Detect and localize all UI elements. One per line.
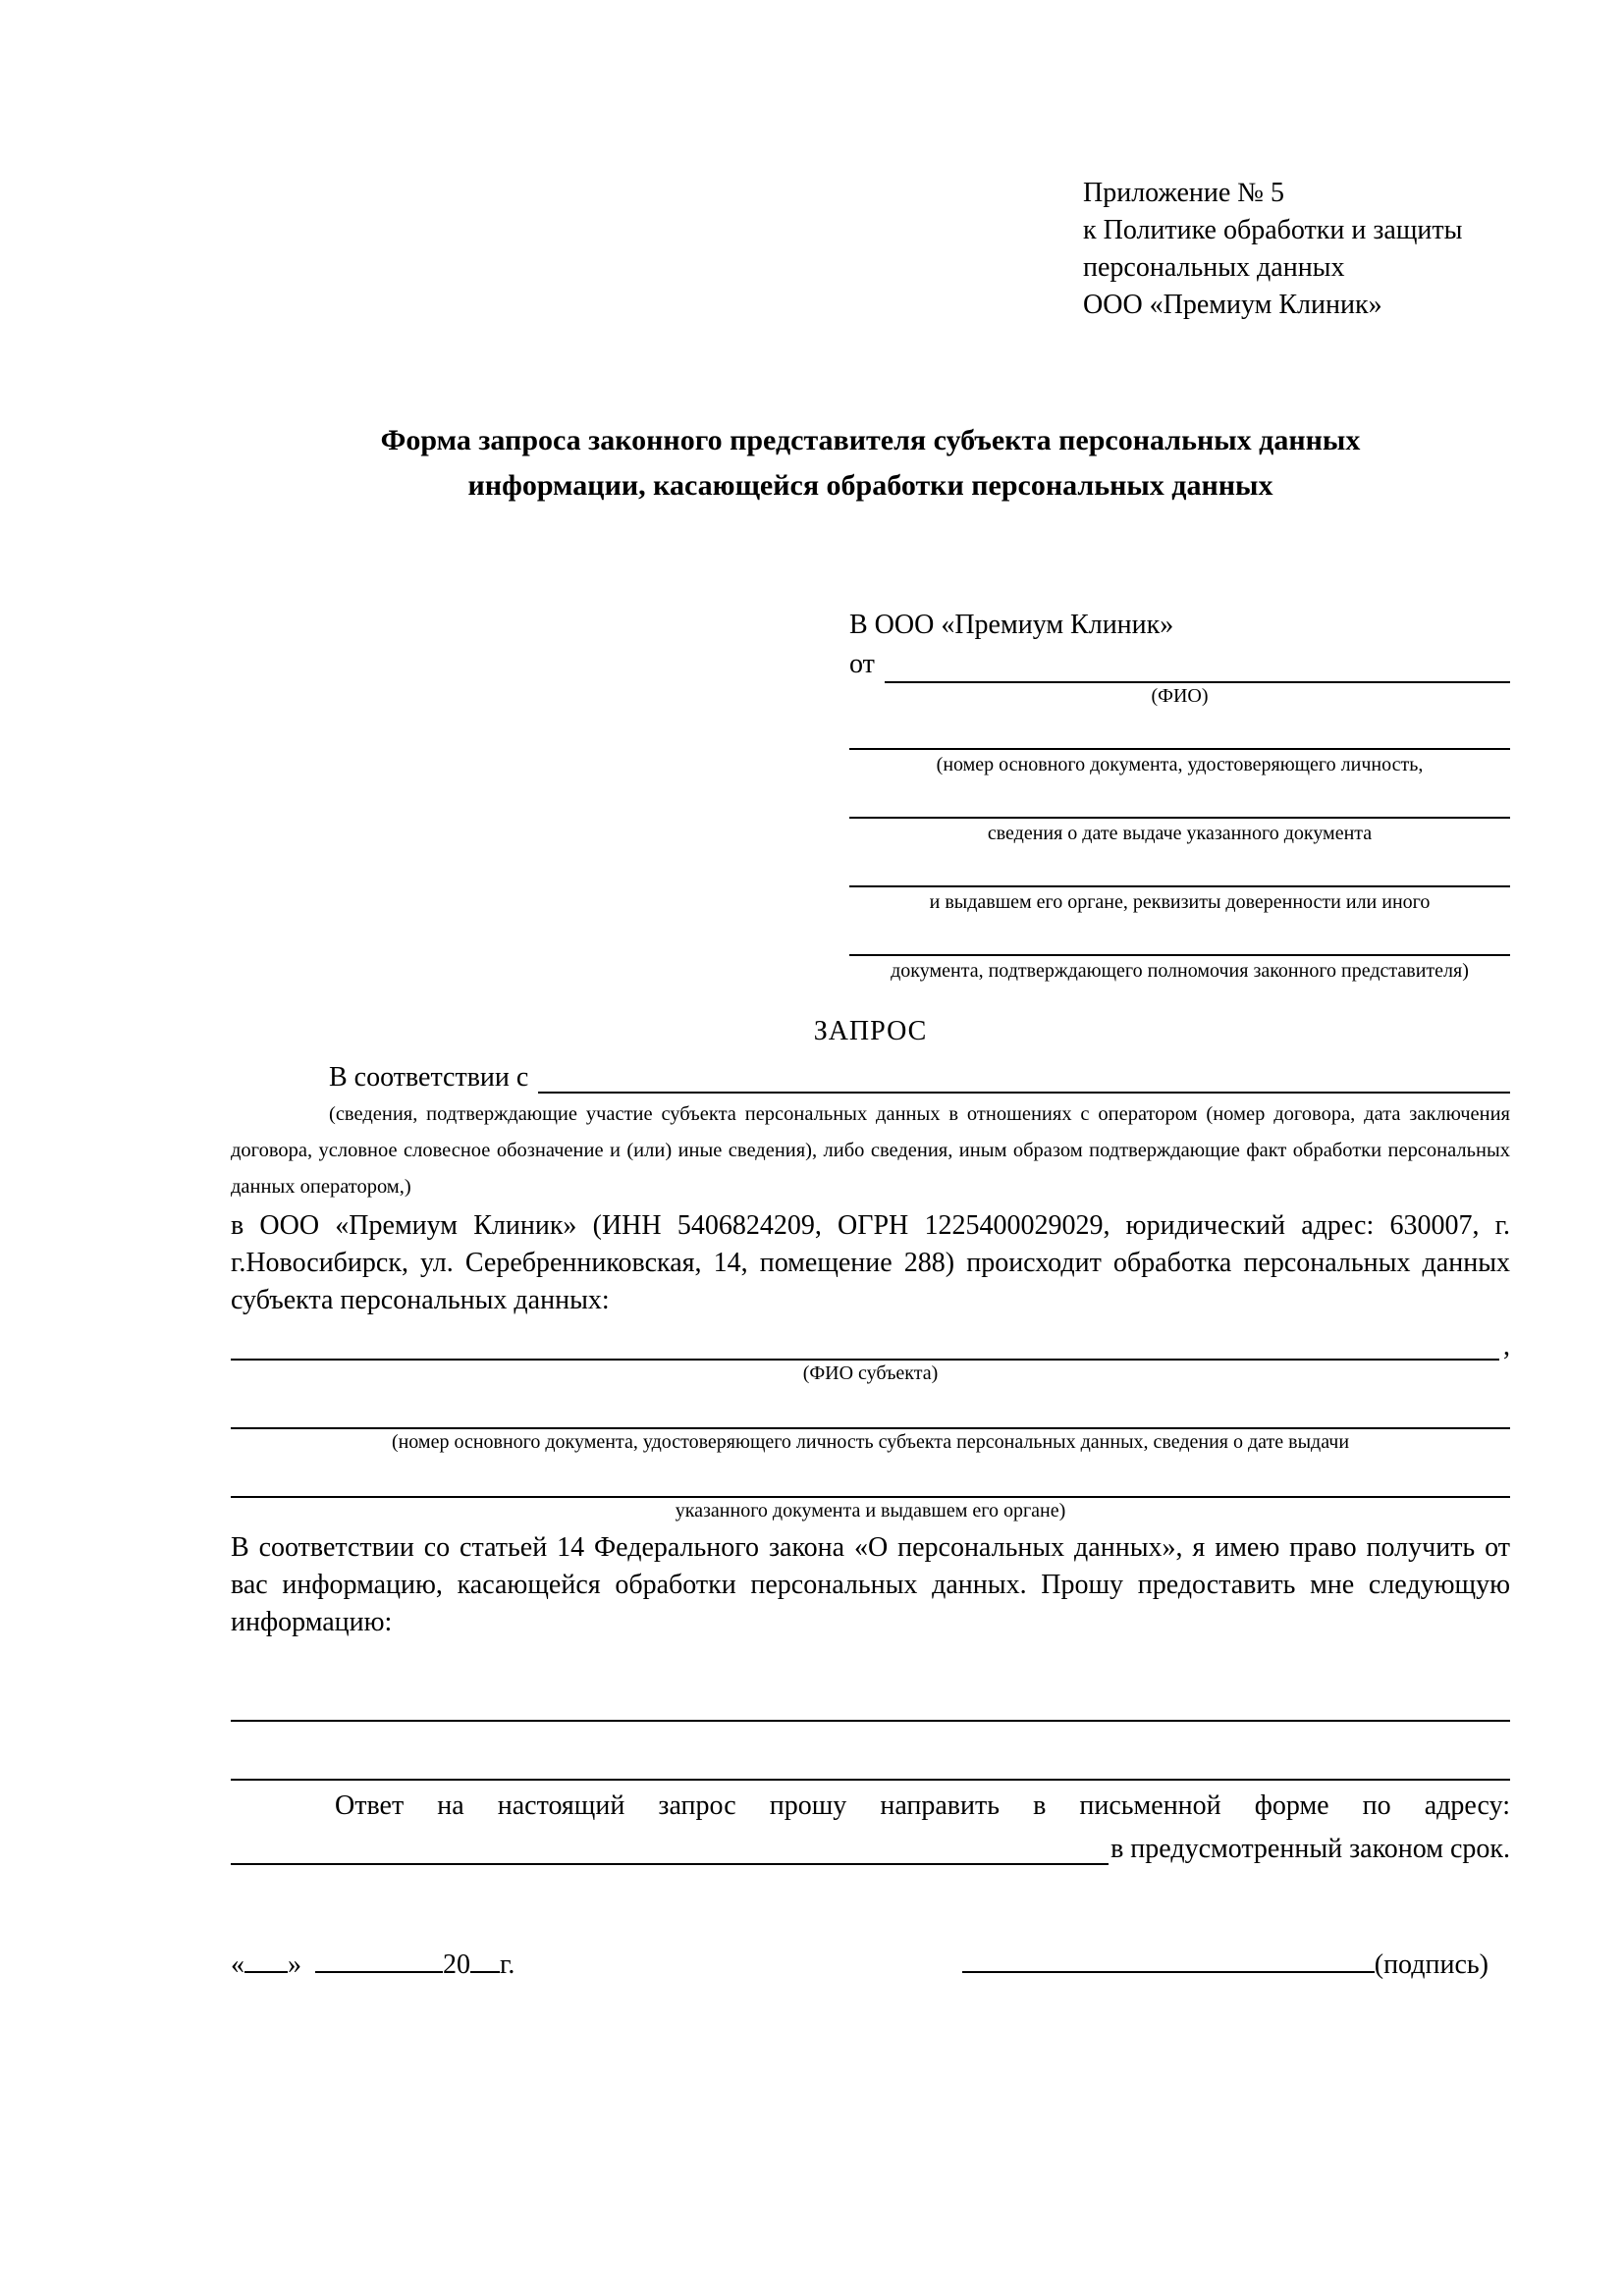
representative-doc-caption-1: (номер основного документа, удостоверяющего личность, — [936, 754, 1424, 775]
requested-info-blank-line-1 — [231, 1690, 1510, 1722]
subject-fio-caption: (ФИО субъекта) — [802, 1362, 939, 1384]
reply-address-row — [231, 1826, 1510, 1865]
reply-tail: в предусмотренный законом срок. — [1110, 1834, 1510, 1864]
request-heading: ЗАПРОС — [813, 1016, 928, 1046]
date-month-blank-line — [315, 1946, 443, 1973]
signature-caption: (подпись) — [1374, 1949, 1489, 1980]
annex-line: Приложение № 5 — [1083, 178, 1284, 208]
operator-paragraph: в ООО «Премиум Клиник» (ИНН 5406824209, ОГРН 1225400029029, юридический адрес: 630007, г. г.Новосибирск, ул. Серебренниковская, 14, помещение 288) происходит обработка персональных данных субъекта персональных данных: — [231, 1210, 1510, 1315]
representative-doc-caption-4: документа, подтверждающего полномочия законного представителя) — [891, 960, 1469, 982]
representative-doc-blank-line-1 — [849, 724, 1510, 750]
basis-caption: (сведения, подтверждающие участие субъекта персональных данных в отношениях с оператором (номер договора, дата заключения договора, условное словесное обозначение и (или) иные сведения), либо сведения, иным образом подтверждающие факт обработки персональных данных оператором,) — [231, 1103, 1510, 1198]
date-year-blank-line — [470, 1946, 500, 1973]
date-year-prefix: 20 — [443, 1949, 470, 1980]
basis-label: В соответствии с — [329, 1062, 529, 1093]
representative-doc-caption-2: сведения о дате выдаче указанного документа — [987, 823, 1373, 844]
requested-info-blank-line-2 — [231, 1749, 1510, 1781]
from-label: от — [849, 649, 875, 679]
subject-doc-blank-line-2 — [231, 1467, 1510, 1498]
subject-doc-field-1 — [231, 1398, 1510, 1455]
representative-doc-field-1 — [849, 724, 1510, 777]
subject-doc-field-2 — [231, 1467, 1510, 1523]
date-field — [231, 1946, 514, 1982]
subject-fio-comma: , — [1503, 1331, 1510, 1362]
subject-fio-blank-line — [231, 1333, 1499, 1361]
representative-doc-caption-3: и выдавшем его органе, реквизиты доверенности или иного — [929, 891, 1431, 913]
basis-line — [231, 1056, 1510, 1094]
representative-doc-field-4 — [849, 931, 1510, 984]
document-title — [231, 418, 1510, 508]
addressee-block — [849, 607, 1510, 984]
subject-doc-caption-1: (номер основного документа, удостоверяющего личность субъекта персональных данных, сведения о дате выдачи — [391, 1431, 1350, 1453]
reply-address-blank-line — [231, 1834, 1109, 1865]
annex-line: ООО «Премиум Клиник» — [1083, 290, 1382, 320]
representative-doc-field-3 — [849, 862, 1510, 915]
document-title-line-2: информации, касающейся обработки персональных данных — [467, 469, 1273, 502]
annex-line: персональных данных — [1083, 252, 1345, 283]
subject-doc-caption-2: указанного документа и выдавшем его органе) — [675, 1500, 1066, 1522]
fio-caption: (ФИО) — [1151, 685, 1209, 707]
representative-fio-blank-line — [885, 652, 1510, 683]
from-line — [849, 648, 1510, 683]
date-quote-close: » — [288, 1949, 301, 1980]
addressee-organization: В ООО «Премиум Клиник» — [849, 610, 1174, 640]
date-year-suffix: г. — [500, 1949, 515, 1980]
date-quote-open: « — [231, 1949, 244, 1980]
rights-paragraph: В соответствии со статьей 14 Федерального закона «О персональных данных», я имею право получить от вас информацию, касающейся обработки персональных данных. Прошу предоставить мне следующую информацию: — [231, 1532, 1510, 1637]
subject-fio-field — [231, 1333, 1510, 1361]
representative-doc-blank-line-4 — [849, 931, 1510, 956]
annex-line: к Политике обработки и защиты — [1083, 215, 1463, 245]
footer-row — [231, 1946, 1510, 1982]
representative-doc-blank-line-2 — [849, 793, 1510, 819]
representative-doc-blank-line-3 — [849, 862, 1510, 887]
document-title-line-1: Форма запроса законного представителя субъекта персональных данных — [380, 424, 1361, 456]
date-day-blank-line — [244, 1946, 288, 1973]
representative-doc-field-2 — [849, 793, 1510, 846]
annex-header — [1083, 175, 1510, 324]
basis-blank-line — [538, 1062, 1510, 1094]
signature-field — [962, 1946, 1489, 1982]
reply-sentence: Ответ на настоящий запрос прошу направить в письменной форме по адресу: — [335, 1790, 1510, 1821]
signature-blank-line — [962, 1946, 1375, 1973]
subject-doc-blank-line-1 — [231, 1398, 1510, 1429]
